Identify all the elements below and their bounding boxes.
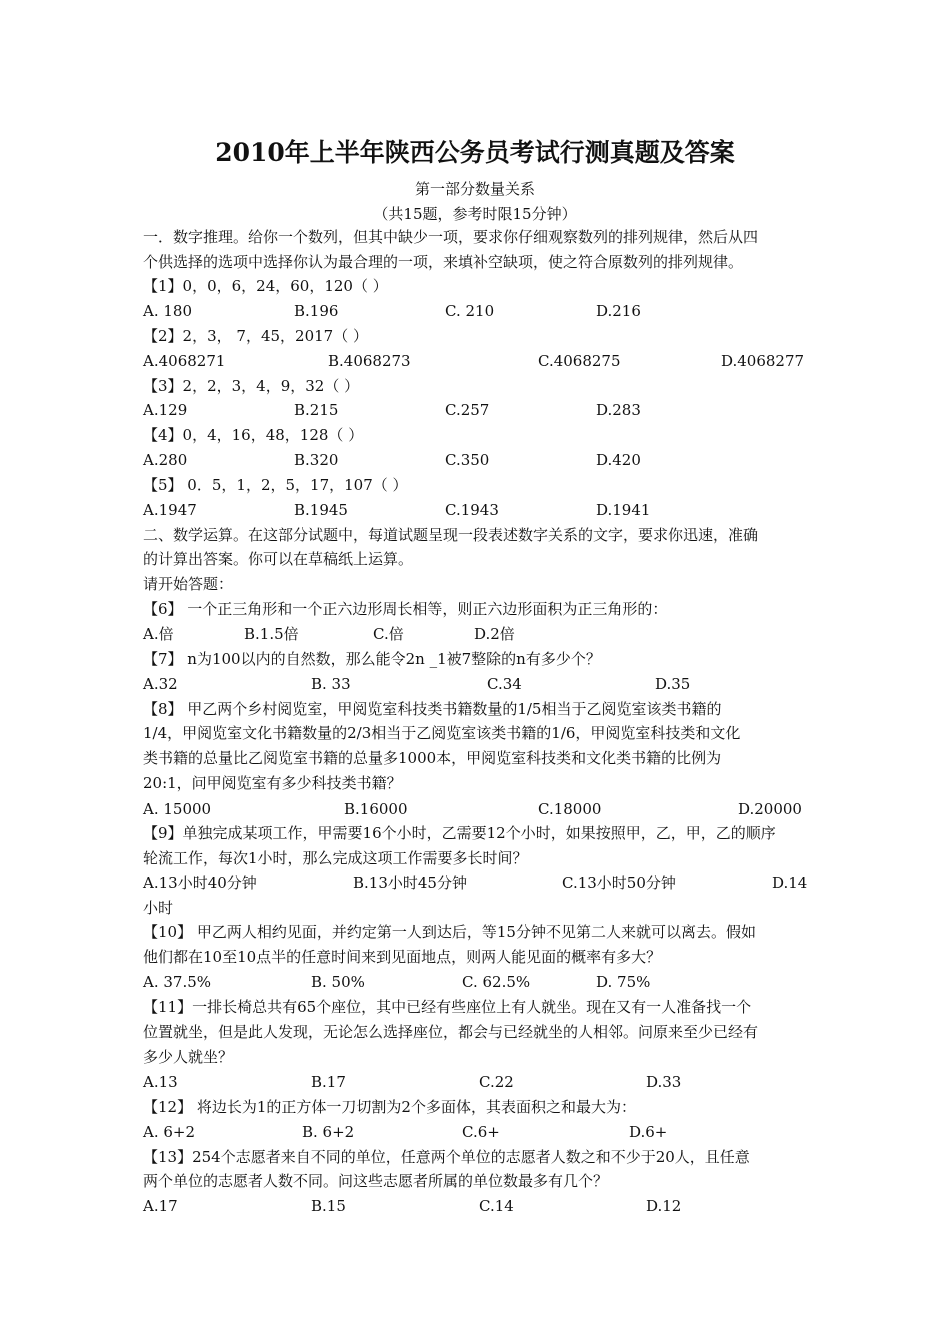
- option-d: D.14: [772, 874, 808, 892]
- option-c: C.257: [445, 401, 490, 419]
- option-d: D.20000: [738, 800, 802, 818]
- question-stem: 【2】2，3， 7，45，2017（ ）: [143, 327, 368, 345]
- option-d: D.33: [646, 1073, 682, 1091]
- option-c: C. 210: [445, 302, 495, 320]
- option-b: B.15: [311, 1197, 346, 1215]
- option-a: A.32: [143, 675, 178, 693]
- option-a: A.倍: [143, 625, 174, 643]
- question-stem: 【3】2，2，3，4，9，32（ ）: [143, 377, 360, 395]
- question-stem: 类书籍的总量比乙阅览室书籍的总量多1000本，甲阅览室科技类和文化类书籍的比例为: [143, 749, 722, 767]
- option-c: C.18000: [538, 800, 602, 818]
- option-d: D.283: [596, 401, 641, 419]
- question-stem: 【6】 一个正三角形和一个正六边形周长相等，则正六边形面积为正三角形的：: [143, 600, 668, 618]
- option-a: A.1947: [143, 501, 197, 519]
- part-title: 第一部分数量关系: [414, 180, 535, 198]
- question-stem: 【1】0，0，6，24，60，120（ ）: [143, 277, 388, 295]
- question-stem: 1/4，甲阅览室文化书籍数量的2/3相当于乙阅览室该类书籍的1/6，甲阅览室科技类和文化: [143, 724, 741, 742]
- option-b: B.196: [294, 302, 339, 320]
- option-a: A.13: [143, 1073, 178, 1091]
- option-c: C.6+: [462, 1123, 500, 1141]
- question-stem: 【12】 将边长为1的正方体一刀切割为2个多面体，其表面积之和最大为：: [143, 1098, 636, 1116]
- option-d: D.1941: [596, 501, 651, 519]
- question-stem: 【5】 0．5，1，2，5，17，107（ ）: [143, 476, 408, 494]
- option-b: B.1.5倍: [244, 625, 299, 643]
- option-b: B.320: [294, 451, 339, 469]
- option-d: D.35: [655, 675, 691, 693]
- option-d: D.6+: [629, 1123, 668, 1141]
- option-c: C.22: [479, 1073, 514, 1091]
- option-b: B. 50%: [311, 973, 365, 991]
- option-d: D.420: [596, 451, 641, 469]
- section2-intro-line: 的计算出答案。你可以在草稿纸上运算。: [143, 550, 414, 568]
- option-a: A. 15000: [143, 800, 212, 818]
- section1-intro-line: 个供选择的选项中选择你认为最合理的一项，来填补空缺项，使之符合原数列的排列规律。: [143, 253, 744, 271]
- question-stem: 轮流工作，每次1小时，那么完成这项工作需要多长时间？: [143, 849, 528, 867]
- question-stem: 【8】 甲乙两个乡村阅览室，甲阅览室科技类书籍数量的1/5相当于乙阅览室该类书籍的: [143, 700, 722, 718]
- option-d: D. 75%: [596, 973, 651, 991]
- section2-intro-line: 二、数学运算。在这部分试题中，每道试题呈现一段表述数字关系的文字，要求你迅速，准确: [143, 526, 759, 544]
- question-stem: 20:1，问甲阅览室有多少科技类书籍？: [143, 774, 402, 792]
- option-a: A.129: [143, 401, 188, 419]
- option-b: B.13小时45分钟: [353, 874, 467, 892]
- option-c: C.13小时50分钟: [562, 874, 676, 892]
- option-d: D.4068277: [721, 352, 805, 370]
- option-c: C.14: [479, 1197, 514, 1215]
- option-b: B.17: [311, 1073, 346, 1091]
- question-stem: 【7】 n为100以内的自然数，那么能令2n _1被7整除的n有多少个？: [143, 650, 601, 668]
- option-b: B.1945: [294, 501, 348, 519]
- option-c: C.350: [445, 451, 490, 469]
- option-b: B.16000: [344, 800, 408, 818]
- question-stem: 他们都在10至10点半的任意时间来到见面地点，则两人能见面的概率有多大？: [143, 948, 662, 966]
- option-d: D.12: [646, 1197, 682, 1215]
- option-c: C.4068275: [538, 352, 621, 370]
- option-c: C.1943: [445, 501, 499, 519]
- question-stem: 【11】一排长椅总共有65个座位，其中已经有些座位上有人就坐。现在又有一人准备找一个: [143, 998, 752, 1016]
- option-c: C.34: [487, 675, 522, 693]
- option-a: A. 37.5%: [143, 973, 212, 991]
- question-stem: 【10】 甲乙两人相约见面，并约定第一人到达后，等15分钟不见第二人来就可以离去。假如: [143, 923, 756, 941]
- option-b: B. 33: [311, 675, 351, 693]
- document-title: 2010年上半年陕西公务员考试行测真题及答案: [215, 138, 735, 167]
- question-stem: 两个单位的志愿者人数不同。问这些志愿者所属的单位数最多有几个？: [143, 1172, 609, 1190]
- question-stem: 【4】0，4，16，48，128（ ）: [143, 426, 364, 444]
- part-note: （共15题，参考时限15分钟）: [373, 205, 577, 223]
- question-stem: 【9】单独完成某项工作，甲需要16个小时，乙需要12个小时，如果按照甲，乙，甲，乙的顺序: [143, 824, 776, 842]
- option-a: A.13小时40分钟: [143, 874, 257, 892]
- option-a: A.17: [143, 1197, 178, 1215]
- option-b: B. 6+2: [302, 1123, 355, 1141]
- option-c: C.倍: [373, 625, 404, 643]
- option-d-wrap: 小时: [143, 899, 174, 917]
- option-a: A.280: [143, 451, 188, 469]
- option-d: D.2倍: [474, 625, 515, 643]
- question-stem: 【13】254个志愿者来自不同的单位，任意两个单位的志愿者人数之和不少于20人，且任意: [143, 1148, 750, 1166]
- option-b: B.215: [294, 401, 339, 419]
- question-stem: 位置就坐，但是此人发现，无论怎么选择座位，都会与已经就坐的人相邻。问原来至少已经有: [143, 1023, 759, 1041]
- option-b: B.4068273: [328, 352, 411, 370]
- option-a: A.4068271: [143, 352, 226, 370]
- option-a: A. 180: [143, 302, 192, 320]
- option-c: C. 62.5%: [462, 973, 531, 991]
- start-text: 请开始答题：: [143, 575, 234, 593]
- option-d: D.216: [596, 302, 641, 320]
- section1-intro-line: 一．数字推理。给你一个数列，但其中缺少一项，要求你仔细观察数列的排列规律，然后从四: [143, 228, 759, 246]
- option-a: A. 6+2: [143, 1123, 196, 1141]
- question-stem: 多少人就坐？: [143, 1048, 234, 1066]
